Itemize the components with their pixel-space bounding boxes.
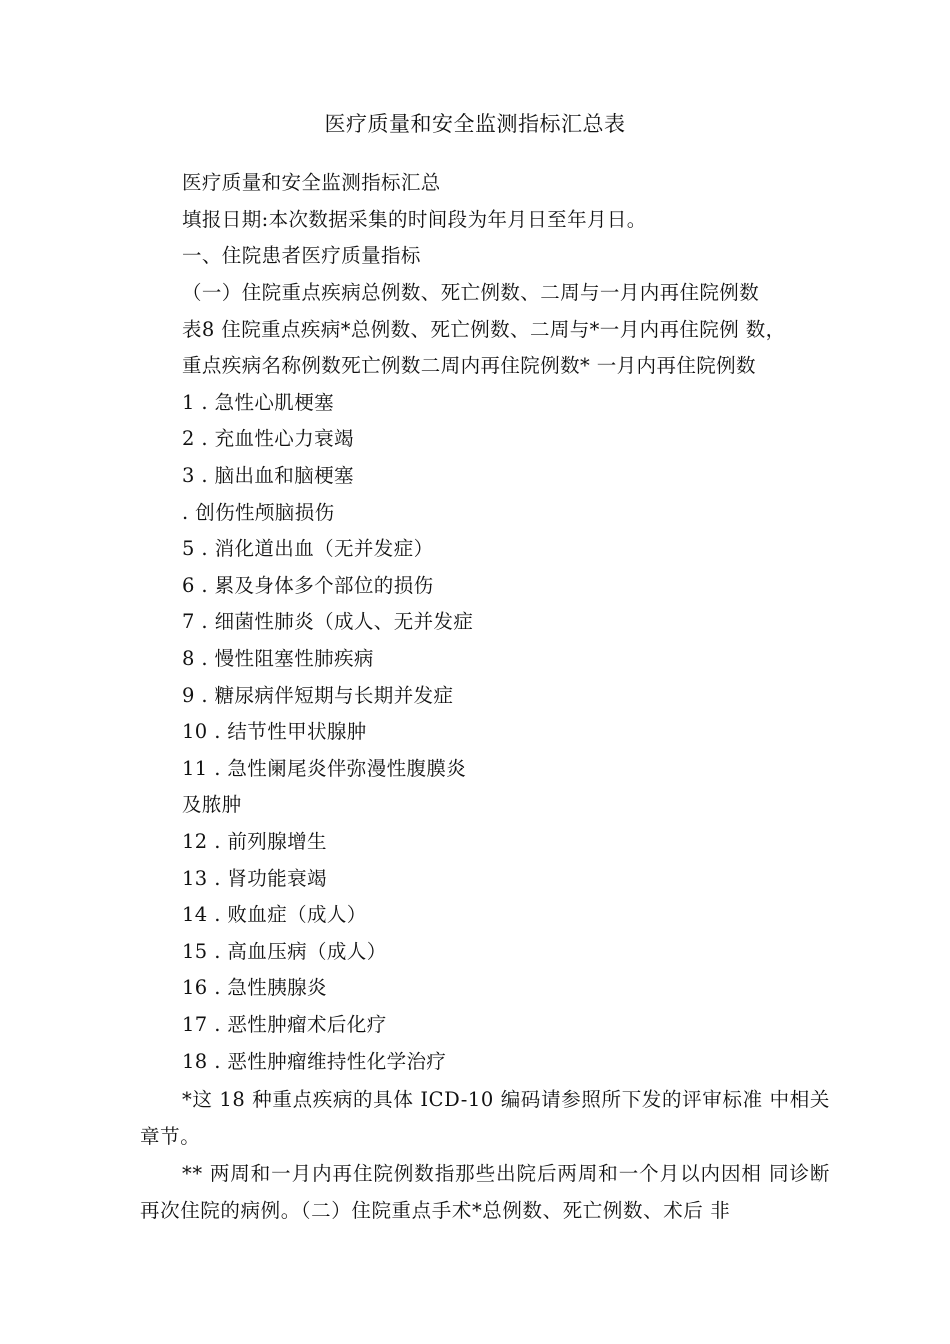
list-item: 15 . 高血压病（成人） <box>182 940 387 963</box>
section-heading: 一、住院患者医疗质量指标 <box>182 244 421 267</box>
list-item: 11 . 急性阑尾炎伴弥漫性腹膜炎 <box>182 757 467 780</box>
list-item: 2 . 充血性心力衰竭 <box>182 427 354 450</box>
list-item: . 创伤性颅脑损伤 <box>182 501 335 524</box>
list-item: 5 . 消化道出血（无并发症） <box>182 537 434 560</box>
list-item: 8 . 慢性阻塞性肺疾病 <box>182 647 374 670</box>
footnote-icd10: *这 18 种重点疾病的具体 ICD-10 编码请参照所下发的评审标准 中相关章节。 <box>140 1088 830 1148</box>
list-item: 6 . 累及身体多个部位的损伤 <box>182 574 434 597</box>
list-item: 14 . 败血症（成人） <box>182 903 367 926</box>
subtitle-line: 医疗质量和安全监测指标汇总 <box>182 171 441 194</box>
fill-date-line: 填报日期:本次数据采集的时间段为年月日至年月日。 <box>182 208 647 231</box>
document-title: 医疗质量和安全监测指标汇总表 <box>324 112 626 136</box>
list-item: 17 . 恶性肿瘤术后化疗 <box>182 1013 387 1036</box>
list-item: 7 . 细菌性肺炎（成人、无并发症 <box>182 610 474 633</box>
footnote-readmission: ** 两周和一月内再住院例数指那些出院后两周和一个月以内因相 同诊断再次住院的病例。（二）住院重点手术*总例数、死亡例数、术后 非 <box>140 1162 830 1222</box>
list-item: 9 . 糖尿病伴短期与长期并发症 <box>182 684 454 707</box>
subsection-heading: （一）住院重点疾病总例数、死亡例数、二周与一月内再住院例数 <box>182 281 760 304</box>
table-header-line: 重点疾病名称例数死亡例数二周内再住院例数* 一月内再住院例数 <box>182 354 756 377</box>
list-item: 12 . 前列腺增生 <box>182 830 327 853</box>
list-item: 3 . 脑出血和脑梗塞 <box>182 464 354 487</box>
table-caption: 表8 住院重点疾病*总例数、死亡例数、二周与*一月内再住院例 数， <box>182 318 786 341</box>
list-item-continuation: 及脓肿 <box>182 793 242 816</box>
list-item: 16 . 急性胰腺炎 <box>182 976 327 999</box>
list-item: 18 . 恶性肿瘤维持性化学治疗 <box>182 1050 447 1073</box>
list-item: 1 . 急性心肌梗塞 <box>182 391 335 414</box>
list-item: 10 . 结节性甲状腺肿 <box>182 720 367 743</box>
list-item: 13 . 肾功能衰竭 <box>182 867 327 890</box>
